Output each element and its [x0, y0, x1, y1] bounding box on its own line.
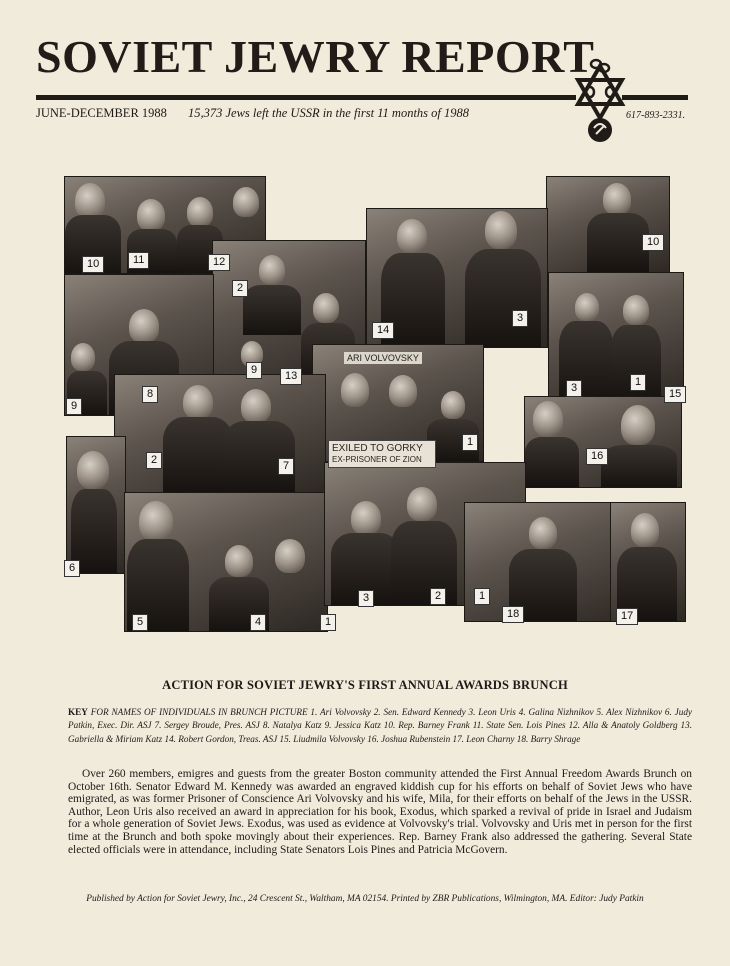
photo-sign-label: ARI VOLVOVSKY [344, 352, 422, 364]
publisher-footer: Published by Action for Soviet Jewry, Inc., 24 Crescent St., Waltham, MA 02154. Printed by ZBR Publications, Wilmington, MA. Editor: Judy Patkin [86, 894, 644, 904]
photo-number-tag: 8 [142, 386, 158, 403]
photo [610, 502, 686, 622]
photo-number-tag: 2 [430, 588, 446, 605]
photo-key-label: KEY [68, 707, 88, 717]
photo-number-tag: 9 [66, 398, 82, 415]
photo-number-tag: 15 [664, 386, 686, 403]
photo-key [68, 706, 692, 746]
article-headline: ACTION FOR SOVIET JEWRY'S FIRST ANNUAL AWARDS BRUNCH [162, 678, 568, 692]
photo-sign-line: EX-PRISONER OF ZION [332, 455, 422, 464]
photo-number-tag: 4 [250, 614, 266, 631]
photo-sign-line: EXILED TO GORKY [332, 443, 423, 454]
photo-number-tag: 10 [82, 256, 104, 273]
photo-number-tag: 1 [462, 434, 478, 451]
photo-number-tag: 6 [64, 560, 80, 577]
photo-number-tag: 13 [280, 368, 302, 385]
photo-number-tag: 1 [474, 588, 490, 605]
photo-number-tag: 2 [146, 452, 162, 469]
photo-number-tag: 10 [642, 234, 664, 251]
photo [524, 396, 682, 488]
photo [546, 176, 670, 274]
photo-number-tag: 17 [616, 608, 638, 625]
photo-number-tag: 3 [512, 310, 528, 327]
star-of-david-chain-logo-icon [572, 58, 628, 146]
photo-number-tag: 3 [358, 590, 374, 607]
photo-number-tag: 1 [630, 374, 646, 391]
photo-number-tag: 18 [502, 606, 524, 623]
masthead-title: SOVIET JEWRY REPORT [36, 31, 595, 82]
phone-number: 617-893-2331. [626, 110, 686, 121]
photo-number-tag: 2 [232, 280, 248, 297]
tagline: 15,373 Jews left the USSR in the first 11 months of 1988 [188, 106, 469, 120]
photo-number-tag: 12 [208, 254, 230, 271]
photo-key-text: FOR NAMES OF INDIVIDUALS IN BRUNCH PICTURE 1. Ari Volvovsky 2. Sen. Edward Kennedy 3. Leon Uris 4. Galina Nizhnikov 5. Alex Nizhnikov 6. Judy Patkin, Exec. Dir. ASJ 7. Sergey Broude, Pres. ASJ 8. Natalya Katz 9. Jessica Katz 10. Rep. Barney Frank 11. State Sen. Lois Pines 12. Alla & Anatoly Goldberg 13. Gabriella & Miriam Katz 14. Robert Gordon, Treas. ASJ 15. Liudmila Volvovsky 16. Joshua Rubenstein 17. Leon Charny 18. Barry Shrage [68, 707, 693, 744]
photo-sign [328, 440, 436, 468]
masthead-rule [36, 95, 576, 100]
masthead-rule-right [622, 95, 688, 100]
article-body: Over 260 members, emigres and guests from the greater Boston community attended the First Annual Freedom Awards Brunch on October 16th. Senator Edward M. Kennedy was awarded an engraved kiddish cup for his efforts on behalf of Soviet Jews who have emigrated, as was former Prisoner of Conscience Ari Volvovsky and his wife, Mila, for their efforts on behalf of the Jews in the USSR. Author, Leon Uris also received an award in appreciation for his book, Exodus, which sparked a revival of pride in Israel and Judaism for a whole generation of Soviet Jews. Exodus, was used as evidence at Volvovsky's trial. Volvovsky and Uris met in person for the first time at the Brunch and both spoke movingly about their experiences. Rep. Barney Frank also addressed the gathering. Several State elected officials were in attendance, including State Senators Lois Pines and Patricia McGovern. [68, 768, 692, 856]
photo-number-tag: 7 [278, 458, 294, 475]
photo-number-tag: 5 [132, 614, 148, 631]
issue-date: JUNE-DECEMBER 1988 [36, 106, 167, 120]
photo-number-tag: 3 [566, 380, 582, 397]
photo-number-tag: 16 [586, 448, 608, 465]
photo-collage [60, 174, 690, 634]
photo-number-tag: 11 [128, 252, 149, 269]
photo-number-tag: 1 [320, 614, 336, 631]
photo-number-tag: 9 [246, 362, 262, 379]
photo [124, 492, 328, 632]
photo-number-tag: 14 [372, 322, 394, 339]
photo [66, 436, 126, 574]
